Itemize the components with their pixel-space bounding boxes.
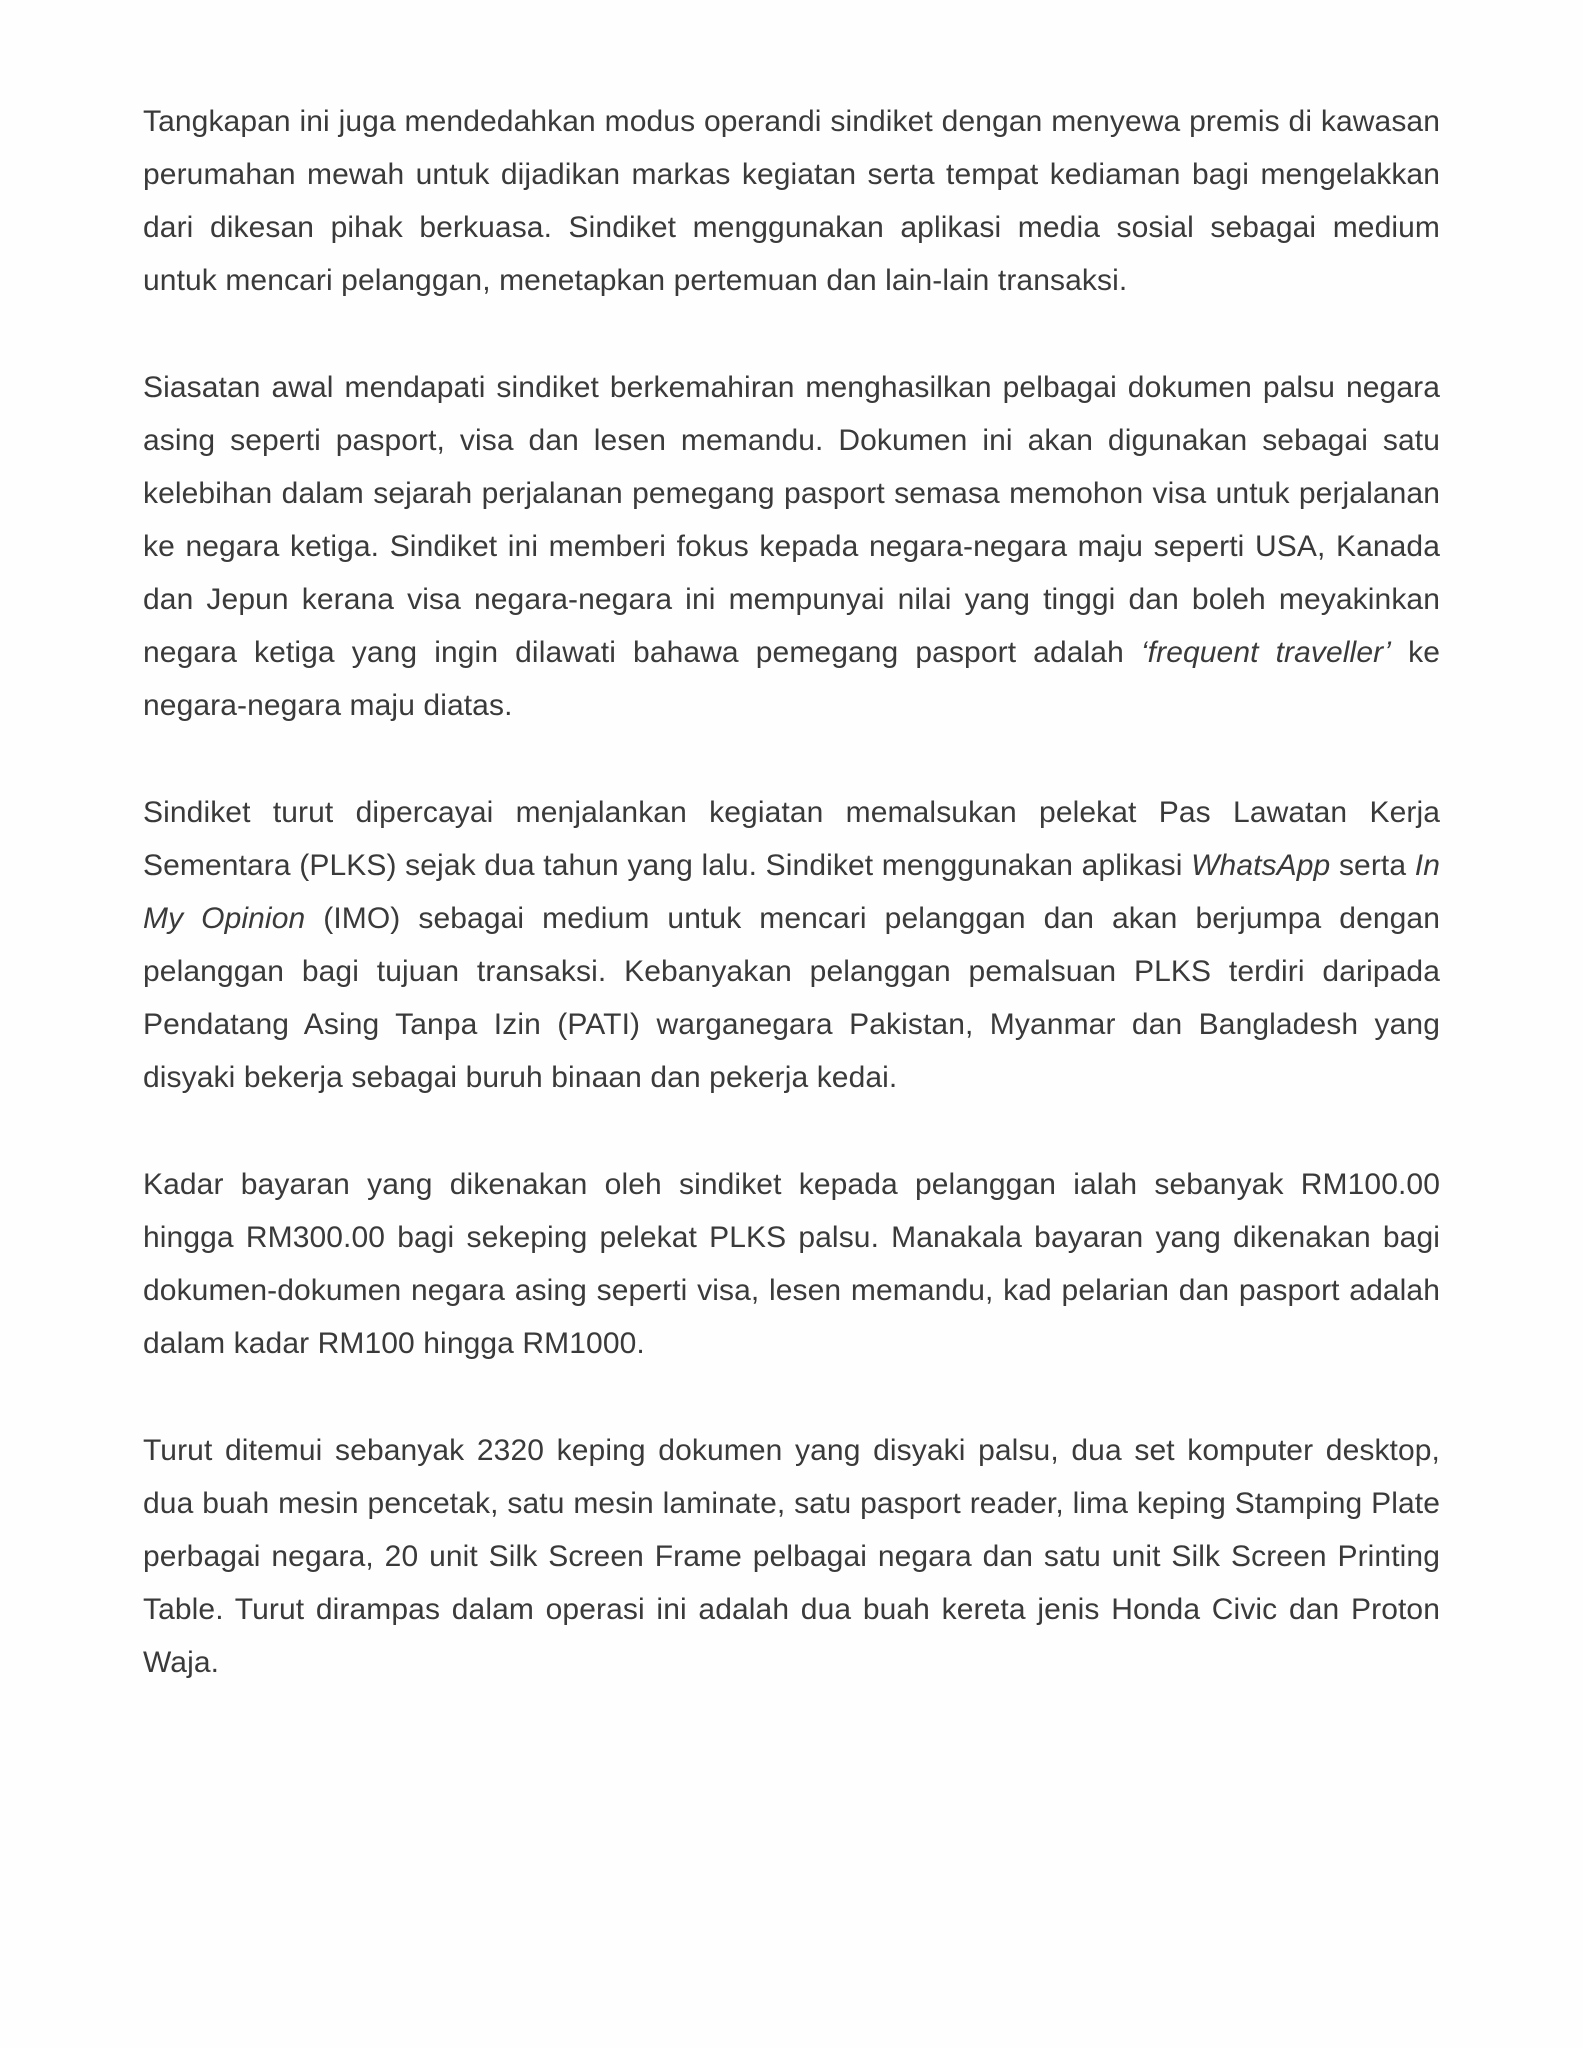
text-run: ke negara-negara maju diatas. xyxy=(143,636,1440,722)
text-run: Kadar bayaran yang dikenakan oleh sindiket kepada pelanggan ialah sebanyak RM100.00 hingga RM300.00 bagi sekeping pelekat PLKS palsu. Manakala bayaran yang dikenakan bagi dokumen-dokumen negara asing seperti visa, lesen memandu, kad pelarian dan pasport adalah dalam kadar RM100 hingga RM1000. xyxy=(143,1168,1440,1360)
text-run: (IMO) sebagai medium untuk mencari pelanggan dan akan berjumpa dengan pelanggan bagi tujuan transaksi. Kebanyakan pelanggan pemalsuan PLKS terdiri daripada Pendatang Asing Tanpa Izin (PATI) warganegara Pakistan, Myanmar dan Bangladesh yang disyaki bekerja sebagai buruh binaan dan pekerja kedai. xyxy=(143,902,1440,1094)
text-run: ‘frequent traveller’ xyxy=(1140,636,1392,669)
paragraph xyxy=(143,95,1440,307)
text-run: Turut ditemui sebanyak 2320 keping dokumen yang disyaki palsu, dua set komputer desktop, dua buah mesin pencetak, satu mesin laminate, satu pasport reader, lima keping Stamping Plate perbagai negara, 20 unit Silk Screen Frame pelbagai negara dan satu unit Silk Screen Printing Table. Turut dirampas dalam operasi ini adalah dua buah kereta jenis Honda Civic dan Proton Waja. xyxy=(143,1434,1440,1679)
text-run: WhatsApp xyxy=(1191,849,1331,882)
text-run: serta xyxy=(1330,849,1415,882)
text-run: Siasatan awal mendapati sindiket berkemahiran menghasilkan pelbagai dokumen palsu negara asing seperti pasport, visa dan lesen memandu. Dokumen ini akan digunakan sebagai satu kelebihan dalam sejarah perjalanan pemegang pasport semasa memohon visa untuk perjalanan ke negara ketiga. Sindiket ini memberi fokus kepada negara-negara maju seperti USA, Kanada dan Jepun kerana visa negara-negara ini mempunyai nilai yang tinggi dan boleh meyakinkan negara ketiga yang ingin dilawati bahawa pemegang pasport adalah xyxy=(143,371,1440,669)
paragraph xyxy=(143,361,1440,732)
paragraph xyxy=(143,786,1440,1104)
document-body xyxy=(143,95,1440,1689)
text-run: Sindiket turut dipercayai menjalankan kegiatan memalsukan pelekat Pas Lawatan Kerja Sementara (PLKS) sejak dua tahun yang lalu. Sindiket menggunakan aplikasi xyxy=(143,796,1440,882)
text-run: Tangkapan ini juga mendedahkan modus operandi sindiket dengan menyewa premis di kawasan perumahan mewah untuk dijadikan markas kegiatan serta tempat kediaman bagi mengelakkan dari dikesan pihak berkuasa. Sindiket menggunakan aplikasi media sosial sebagai medium untuk mencari pelanggan, menetapkan pertemuan dan lain-lain transaksi. xyxy=(143,105,1440,297)
paragraph xyxy=(143,1158,1440,1370)
text-run: In My Opinion xyxy=(143,849,1440,935)
paragraph xyxy=(143,1424,1440,1689)
